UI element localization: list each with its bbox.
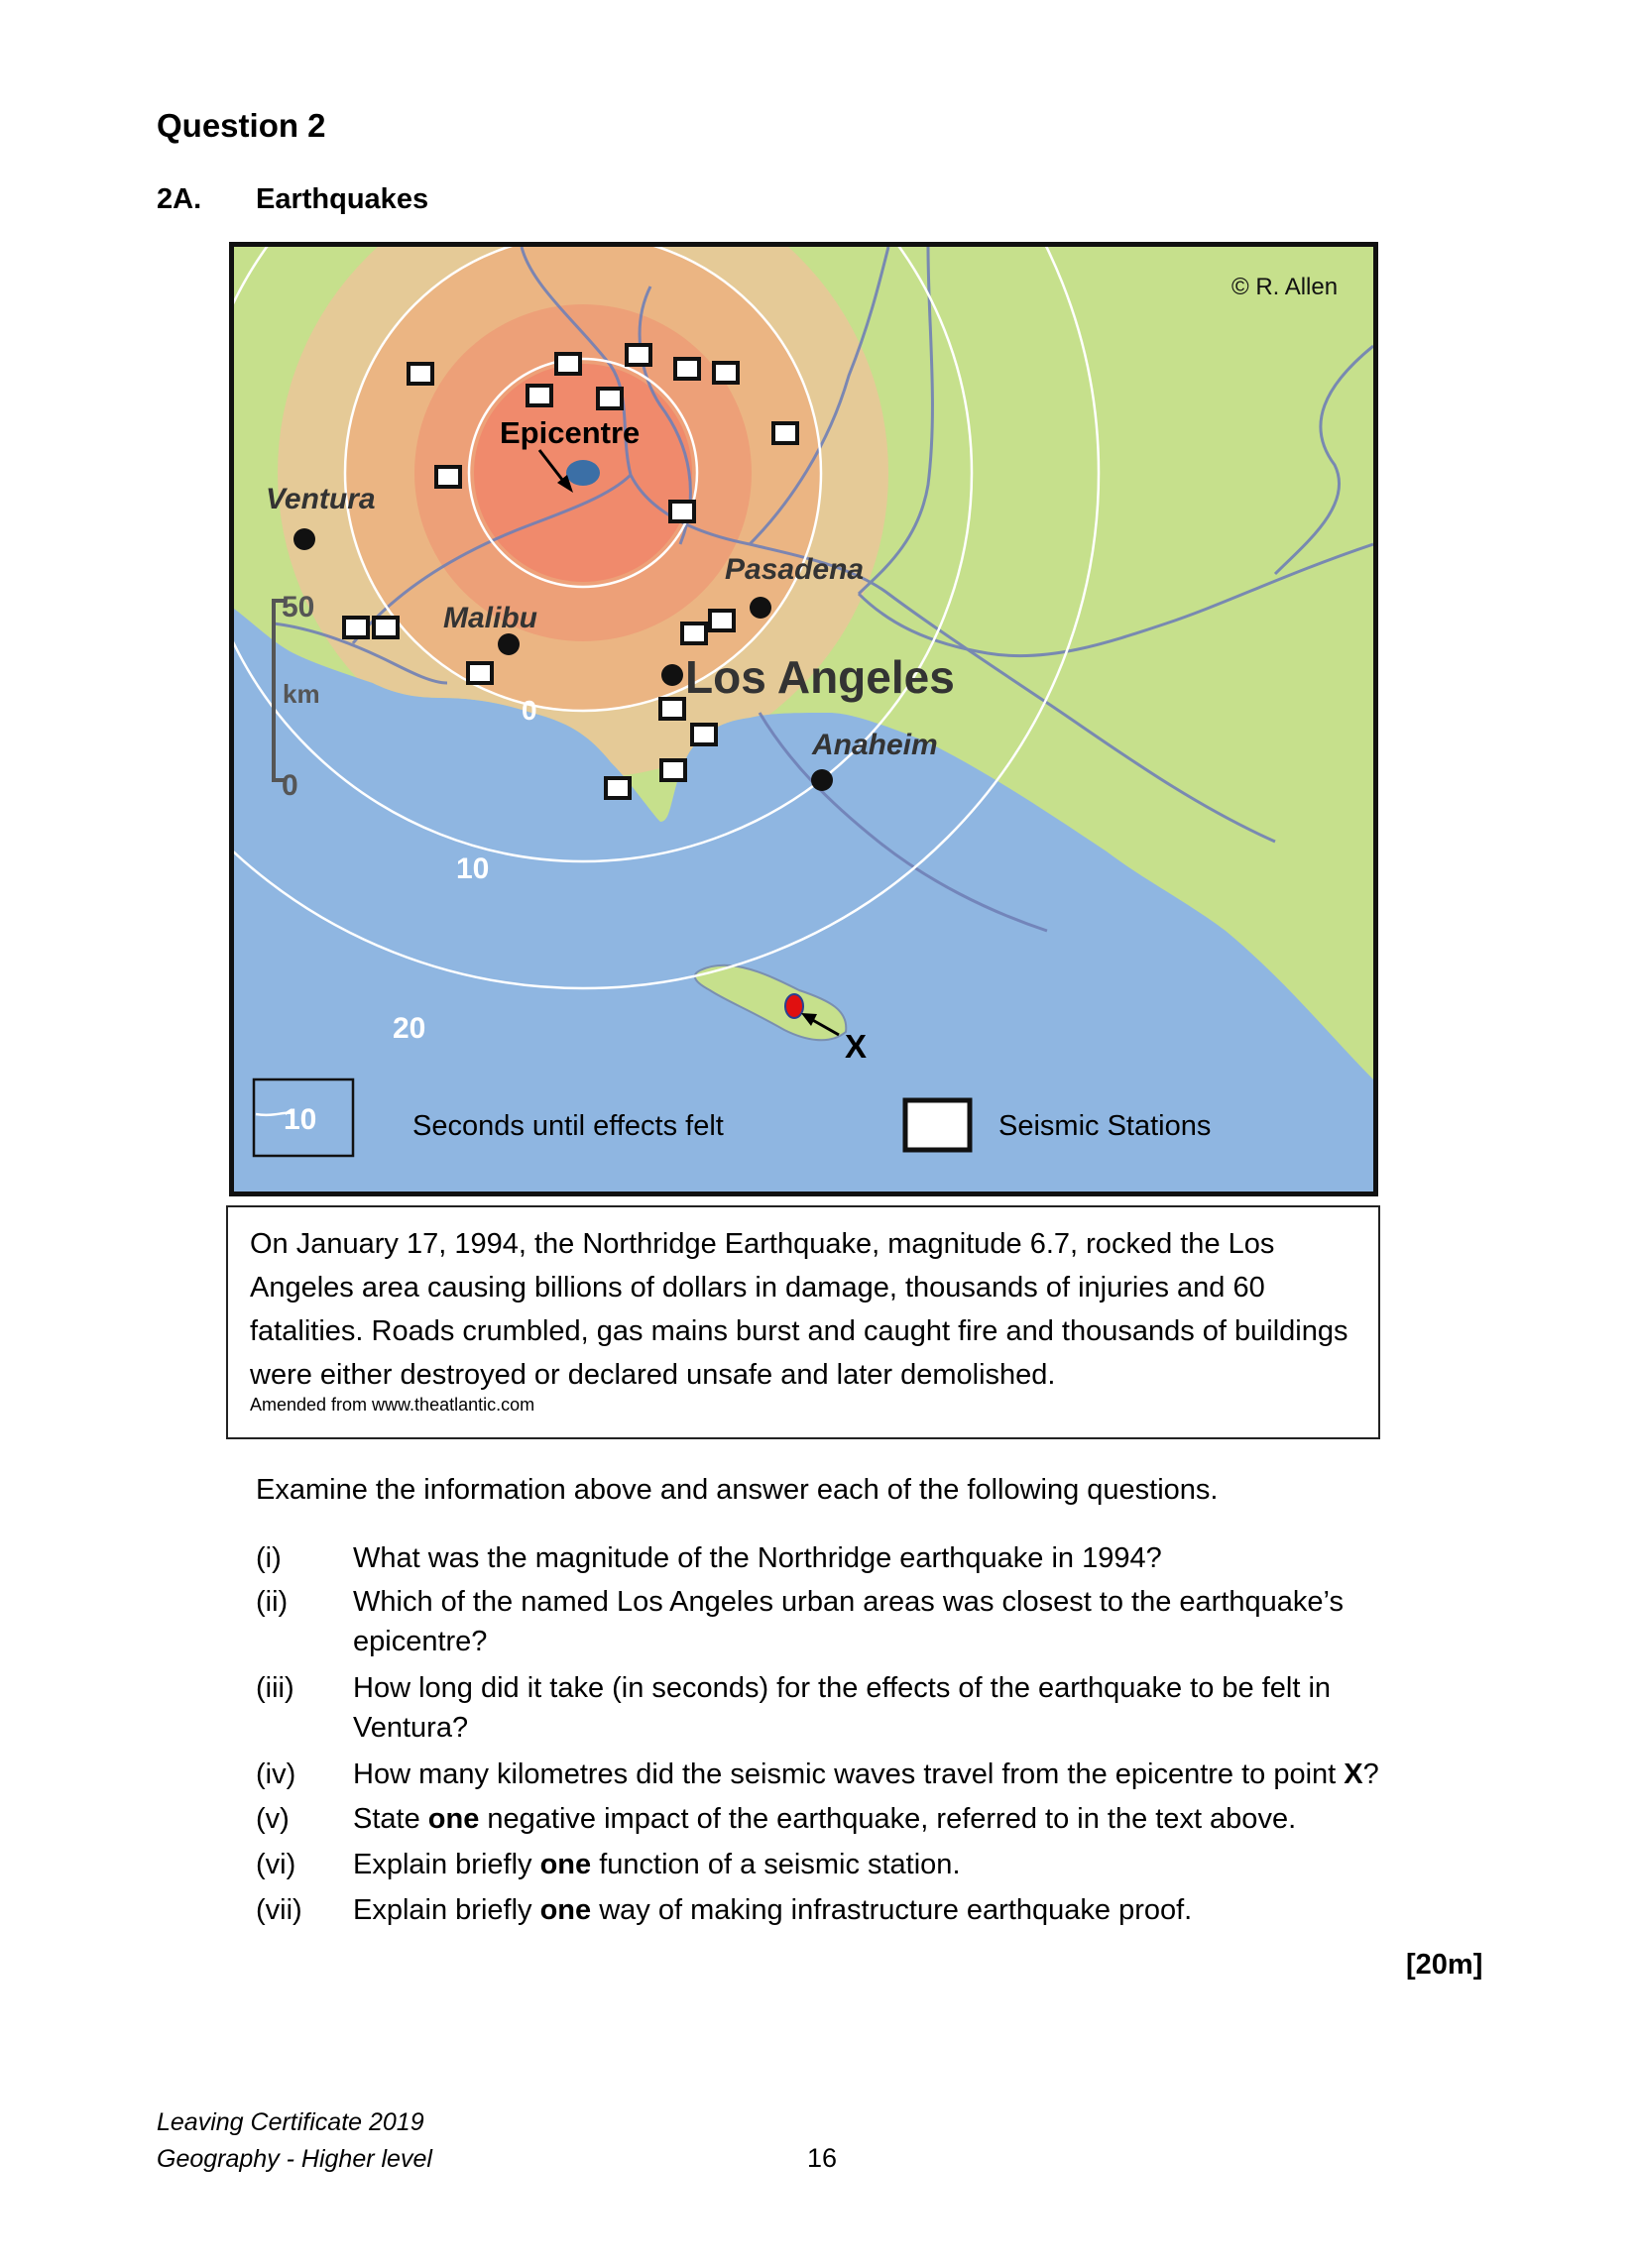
seismic-station [556,354,580,374]
malibu-marker [498,633,520,655]
section-title: Earthquakes [256,183,429,215]
question-text: Explain briefly one function of a seismic station. [353,1849,961,1880]
question-number: (vi) [256,1849,296,1880]
question-text: What was the magnitude of the Northridge earthquake in 1994? [353,1542,1162,1574]
seismic-station [374,618,398,637]
seismic-station [670,502,694,521]
point-x-marker [785,994,803,1018]
question-text: Explain briefly one way of making infrastructure earthquake proof. [353,1894,1193,1926]
seismic-station [714,363,738,383]
seismic-station [675,359,699,379]
seismic-station [409,364,432,384]
source-text-body: On January 17, 1994, the Northridge Earthquake, magnitude 6.7, rocked the Los Angeles area causing billions of dollars in damage, thousands of injuries and 60 fatalities. Roads crumbled, gas mains burst and caught fire and thousands of buildings were either destroyed or declared unsafe and later demolished. [250,1228,1348,1391]
city-label-malibu: Malibu [443,602,537,634]
seismic-station [692,725,716,744]
seismic-station [627,345,650,365]
seismic-station [436,467,460,487]
seismic-station [527,386,551,405]
footer-exam-title: Leaving Certificate 2019 [157,2108,424,2136]
question-number: (vii) [256,1894,302,1926]
seismic-station [606,778,630,798]
pasadena-marker [750,597,771,619]
page-number: 16 [807,2143,838,2173]
scale-bottom-label: 0 [282,769,298,802]
seismic-station [598,389,622,408]
legend-isochrone-sample: 10 [284,1103,317,1136]
ring-label-20: 20 [393,1012,426,1045]
seismic-station [344,618,368,637]
instructions: Examine the information above and answer each of the following questions. [256,1474,1219,1506]
scale-top-label: 50 [282,591,315,624]
map-graphic [234,247,1373,1191]
seismic-station [468,663,492,683]
ring-label-10: 10 [456,852,490,885]
question-number: (v) [256,1803,290,1835]
epicentre-label: Epicentre [500,415,641,450]
seismic-station [710,611,734,630]
source-credit: Amended from www.theatlantic.com [250,1395,535,1415]
question-title: Question 2 [157,107,326,144]
anaheim-marker [811,769,833,791]
question-text: How long did it take (in seconds) for the effects of the earthquake to be felt in Ventura? [353,1672,1332,1744]
epicentre-marker [566,460,600,486]
marks-allocation: [20m] [1406,1949,1483,1981]
question-text: How many kilometres did the seismic waves travel from the epicentre to point X? [353,1758,1379,1790]
los-angeles-marker [661,664,683,686]
city-label-pasadena: Pasadena [725,553,865,586]
question-number: (i) [256,1542,282,1574]
scale-unit-label: km [283,679,320,709]
question-text: Which of the named Los Angeles urban areas was closest to the earthquake’s epicentre? [353,1586,1344,1657]
city-label-los-angeles: Los Angeles [685,651,955,703]
map-copyright: © R. Allen [1231,274,1339,300]
legend-isochrone-text: Seconds until effects felt [412,1110,724,1142]
seismic-station [773,423,797,443]
question-text: State one negative impact of the earthquake, referred to in the text above. [353,1803,1297,1835]
ring-label-0: 0 [522,695,537,726]
question-number: (ii) [256,1586,289,1618]
footer-subject: Geography - Higher level [157,2145,432,2173]
legend-station-text: Seismic Stations [998,1110,1212,1142]
source-text-box [226,1205,1380,1439]
seismic-station [660,699,684,719]
seismic-station [661,760,685,780]
city-label-anaheim: Anaheim [812,729,938,761]
ventura-marker [293,528,315,550]
question-number: (iv) [256,1758,296,1790]
seismic-station [682,624,706,643]
question-number: (iii) [256,1672,294,1704]
section-number: 2A. [157,183,202,215]
point-x-label: X [845,1028,868,1065]
earthquake-map [229,242,1378,1196]
city-label-ventura: Ventura [266,483,376,515]
legend-station-icon [905,1100,970,1150]
